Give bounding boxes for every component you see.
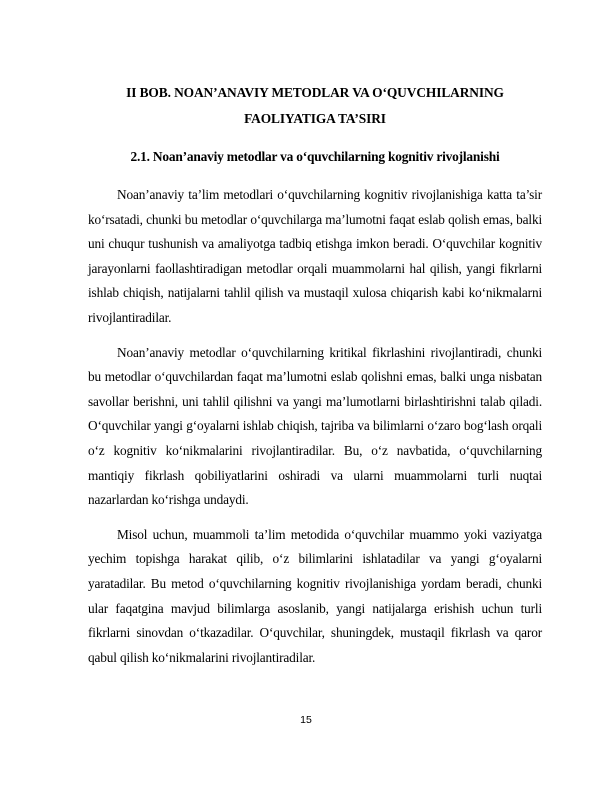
section-title: 2.1. Noan’anaviy metodlar va o‘quvchilarning kognitiv rivojlanishi (130, 149, 500, 164)
page-number: 15 (300, 714, 312, 726)
body-text (88, 183, 542, 680)
chapter-title-line-1: II BOB. NOAN’ANAVIY METODLAR VA O‘QUVCHILARNING (126, 85, 504, 100)
paragraph-2: Noan’anaviy metodlar o‘quvchilarning kritikal fikrlashini rivojlantiradi, chunki bu metodlar o‘quvchilardan faqat ma’lumotni eslab qolishni emas, balki unga nisbatan savollar berishni, uni tahlil qilishni va yangi ma’lumotlarni birlashtirishni talab qiladi. O‘quvchilar yangi g‘oyalarni ishlab chiqish, tajriba va bilimlarni o‘zaro bog‘lash orqali o‘z kognitiv ko‘nikmalarini rivojlantiradilar. Bu, o‘z navbatida, o‘quvchilarning mantiqiy fikrlash qobiliyatlarini oshiradi va ularni muammolarni turli nuqtai nazarlardan ko‘rishga undaydi. (88, 344, 542, 508)
chapter-title (88, 80, 542, 132)
paragraph-1: Noan’anaviy ta’lim metodlari o‘quvchilarning kognitiv rivojlanishiga katta ta’sir ko‘rsatadi, chunki bu metodlar o‘quvchilarga ma’lumotni faqat eslab qolish emas, balki uni chuqur tushunish va amaliyotga tadbiq etishga imkon beradi. O‘quvchilar kognitiv jarayonlarni faollashtiradigan metodlar orqali muammolarni hal qilish, yangi fikrlarni ishlab chiqish, natijalarni tahlil qilish va mustaqil xulosa chiqarish kabi ko‘nikmalarni rivojlantiradilar. (88, 187, 542, 325)
paragraph-3: Misol uchun, muammoli ta’lim metodida o‘quvchilar muammo yoki vaziyatga yechim topishga harakat qilib, o‘z bilimlarini ishlatadilar va yangi g‘oyalarni yaratadilar. Bu metod o‘quvchilarning kognitiv rivojlanishiga yordam beradi, chunki ular faqatgina mavjud bilimlarga asoslanib, yangi natijalarga erishish uchun turli fikrlarni sinovdan o‘tkazadilar. O‘quvchilar, shuningdek, mustaqil fikrlash va qaror qabul qilish ko‘nikmalarini rivojlantiradilar. (88, 526, 542, 665)
chapter-title-line-2: FAOLIYATIGA TA’SIRI (244, 111, 386, 126)
